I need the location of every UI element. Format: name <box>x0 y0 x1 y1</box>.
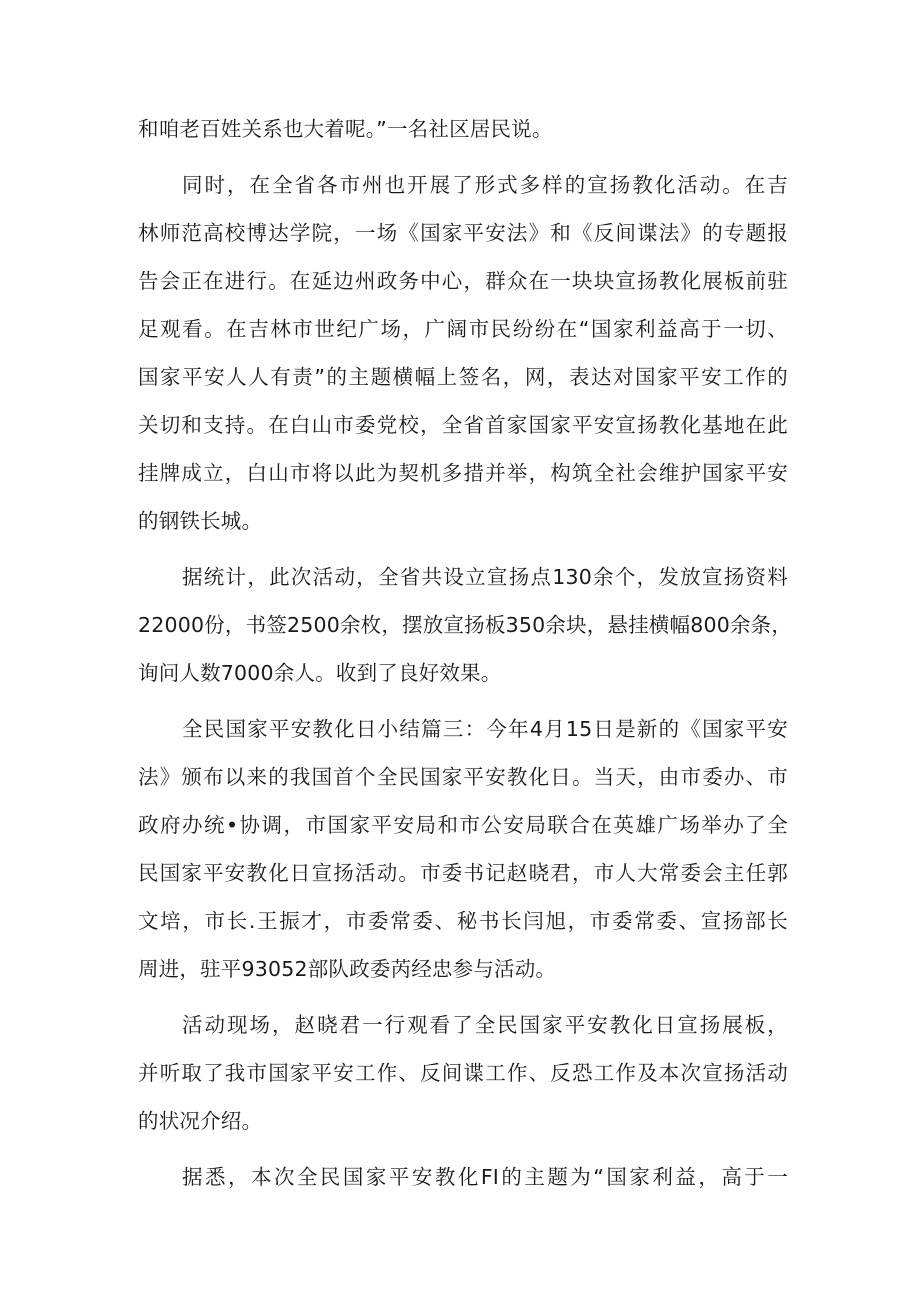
text-line: 并听取了我市国家平安工作、反间谍工作、反恐工作及本次宣扬活动 <box>138 1061 788 1085</box>
text-line: 关切和支持。在白山市委党校，全省首家国家平安宣扬教化基地在此 <box>138 413 788 437</box>
text-line: 活动现场，赵晓君一行观看了全民国家平安教化日宣扬展板， <box>182 1013 788 1037</box>
text-line: 民国家平安教化日宣扬活动。市委书记赵晓君，市人大常委会主任郭 <box>138 861 788 885</box>
paragraph-4 <box>138 705 788 993</box>
text-line: 周进，驻平93052部队政委芮经忠参与活动。 <box>138 957 557 981</box>
text-line: 政府办统•协调，市国家平安局和市公安局联合在英雄广场举办了全 <box>138 813 788 837</box>
text-line: 据悉，本次全民国家平安教化FI的主题为“国家利益，高于一 <box>182 1165 788 1189</box>
text-line: 法》颁布以来的我国首个全民国家平安教化日。当天，由市委办、市 <box>138 765 788 789</box>
text-line: 的状况介绍。 <box>138 1109 263 1133</box>
paragraph-1 <box>138 105 788 153</box>
text-line: 和咱老百姓关系也大着呢。”一名社区居民说。 <box>138 117 553 141</box>
paragraph-6 <box>138 1153 788 1201</box>
paragraph-5 <box>138 1001 788 1145</box>
text-line: 全民国家平安教化日小结篇三：今年4月15日是新的《国家平安 <box>182 717 788 741</box>
text-line: 询问人数7000余人。收到了良好效果。 <box>138 661 502 685</box>
paragraph-3 <box>138 553 793 697</box>
text-line: 国家平安人人有责”的主题横幅上签名，网，表达对国家平安工作的 <box>138 365 788 389</box>
paragraph-2 <box>138 161 788 545</box>
text-line: 22000份，书签2500余枚，摆放宣扬板350余块，悬挂横幅800余条， <box>138 613 793 637</box>
text-line: 林师范高校博达学院，一场《国家平安法》和《反间谍法》的专题报 <box>138 221 788 245</box>
text-line: 文培，市长.王振才，市委常委、秘书长闫旭，市委常委、宣扬部长 <box>138 909 788 933</box>
text-line: 的钢铁长城。 <box>138 509 263 533</box>
text-line: 据统计，此次活动，全省共设立宣扬点130余个，发放宣扬资料 <box>182 565 788 589</box>
text-line: 挂牌成立，白山市将以此为契机多措并举，构筑全社会维护国家平安 <box>138 461 788 485</box>
text-line: 足观看。在吉林市世纪广场，广阔市民纷纷在“国家利益高于一切、 <box>138 317 788 341</box>
text-line: 告会正在进行。在延边州政务中心，群众在一块块宣扬教化展板前驻 <box>138 269 788 293</box>
text-line: 同时，在全省各市州也开展了形式多样的宣扬教化活动。在吉 <box>182 173 788 197</box>
document-page <box>138 105 793 1201</box>
